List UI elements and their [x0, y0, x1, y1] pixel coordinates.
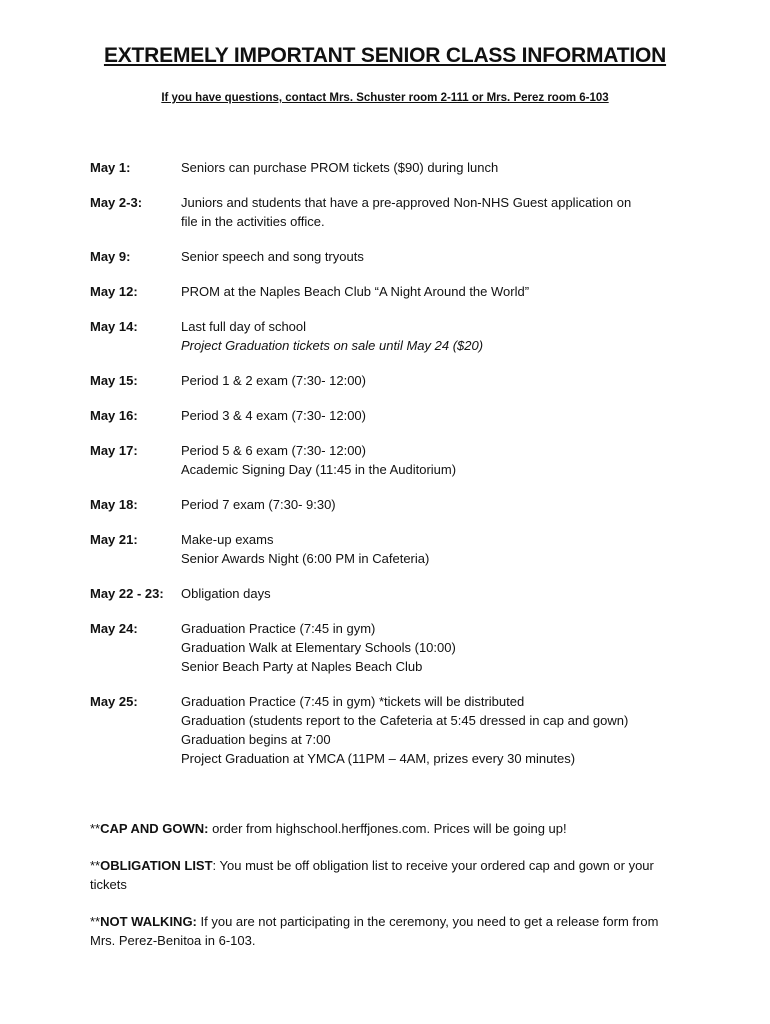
schedule-detail-line: Period 1 & 2 exam (7:30- 12:00)	[181, 373, 366, 388]
schedule-details	[181, 282, 690, 301]
schedule-date: May 12:	[90, 284, 138, 299]
schedule-detail-line: Academic Signing Day (11:45 in the Auditorium)	[181, 462, 457, 477]
note-prefix: **	[90, 858, 101, 873]
schedule-details	[181, 406, 690, 425]
schedule-detail-line: Period 5 & 6 exam (7:30- 12:00)	[181, 443, 366, 458]
schedule-detail-line: Juniors and students that have a pre-approved Non-NHS Guest application on	[181, 195, 632, 210]
schedule-date: May 22 - 23:	[90, 586, 164, 601]
note-prefix: **	[90, 821, 101, 836]
schedule-detail-line: Senior Beach Party at Naples Beach Club	[181, 659, 423, 674]
schedule-detail-line: Graduation (students report to the Cafeteria at 5:45 dressed in cap and gown)	[181, 713, 629, 728]
notes-section	[90, 819, 680, 968]
schedule-row	[90, 692, 690, 768]
note-paragraph	[90, 912, 680, 950]
schedule-detail-line: Senior Awards Night (6:00 PM in Cafeteria)	[181, 551, 430, 566]
schedule-detail-italic-line: Project Graduation tickets on sale until May 24 ($20)	[181, 338, 484, 353]
schedule-detail-line: Project Graduation at YMCA (11PM – 4AM, prizes every 30 minutes)	[181, 751, 576, 766]
note-label: OBLIGATION LIST	[100, 858, 213, 873]
schedule-details	[181, 584, 690, 603]
schedule-details	[181, 247, 690, 266]
schedule-row	[90, 530, 690, 568]
schedule-row	[90, 247, 690, 266]
schedule-details	[181, 441, 690, 479]
schedule-date: May 17:	[90, 443, 138, 458]
schedule-detail-line: file in the activities office.	[181, 214, 325, 229]
schedule-details	[181, 193, 690, 231]
schedule-detail-line: Graduation Practice (7:45 in gym)	[181, 621, 376, 636]
schedule-row	[90, 317, 690, 355]
schedule-detail-line: Graduation Walk at Elementary Schools (10:00)	[181, 640, 456, 655]
schedule-row	[90, 406, 690, 425]
note-label: NOT WALKING:	[100, 914, 197, 929]
schedule-details	[181, 371, 690, 390]
schedule-details	[181, 317, 690, 355]
schedule-detail-line: Obligation days	[181, 586, 271, 601]
schedule-row	[90, 158, 690, 177]
schedule-details	[181, 530, 690, 568]
row-gap	[90, 266, 690, 282]
schedule-details	[181, 619, 690, 676]
schedule-detail-line: Senior speech and song tryouts	[181, 249, 364, 264]
schedule-date: May 25:	[90, 694, 138, 709]
schedule-date: May 24:	[90, 621, 138, 636]
schedule-date: May 14:	[90, 319, 138, 334]
schedule-details	[181, 495, 690, 514]
schedule-row	[90, 584, 690, 603]
note-text: : You must be off obligation list to receive your ordered cap and gown or your tickets	[90, 858, 654, 892]
schedule-date: May 21:	[90, 532, 138, 547]
row-gap	[90, 676, 690, 692]
page-title: EXTREMELY IMPORTANT SENIOR CLASS INFORMATION	[103, 44, 667, 67]
schedule-row	[90, 495, 690, 514]
schedule-date: May 15:	[90, 373, 138, 388]
schedule-detail-line: Period 7 exam (7:30- 9:30)	[181, 497, 336, 512]
schedule-detail-line: Graduation Practice (7:45 in gym) *tickets will be distributed	[181, 694, 525, 709]
schedule-date: May 18:	[90, 497, 138, 512]
row-gap	[90, 301, 690, 317]
schedule-detail-line: PROM at the Naples Beach Club “A Night Around the World”	[181, 284, 530, 299]
schedule-list	[90, 158, 690, 768]
schedule-row	[90, 193, 690, 231]
schedule-row	[90, 619, 690, 676]
contact-subtitle: If you have questions, contact Mrs. Schuster room 2-111 or Mrs. Perez room 6-103	[161, 92, 609, 104]
row-gap	[90, 177, 690, 193]
schedule-detail-line: Graduation begins at 7:00	[181, 732, 331, 747]
note-prefix: **	[90, 914, 101, 929]
row-gap	[90, 479, 690, 495]
note-label: CAP AND GOWN:	[100, 821, 209, 836]
schedule-date: May 9:	[90, 249, 131, 264]
schedule-details	[181, 158, 690, 177]
row-gap	[90, 425, 690, 441]
note-paragraph	[90, 819, 680, 838]
note-paragraph	[90, 856, 680, 894]
schedule-detail-line: Make-up exams	[181, 532, 274, 547]
schedule-detail-line: Last full day of school	[181, 319, 307, 334]
row-gap	[90, 390, 690, 406]
schedule-detail-line: Seniors can purchase PROM tickets ($90) during lunch	[181, 160, 499, 175]
note-text: If you are not participating in the ceremony, you need to get a release form from Mrs. Perez-Benitoa in 6-103.	[90, 914, 659, 948]
note-text: order from highschool.herffjones.com. Prices will be going up!	[208, 821, 567, 836]
schedule-date: May 1:	[90, 160, 131, 175]
row-gap	[90, 603, 690, 619]
schedule-row	[90, 441, 690, 479]
schedule-details	[181, 692, 690, 768]
schedule-row	[90, 282, 690, 301]
schedule-detail-line: Period 3 & 4 exam (7:30- 12:00)	[181, 408, 366, 423]
row-gap	[90, 514, 690, 530]
schedule-row	[90, 371, 690, 390]
schedule-date: May 2-3:	[90, 195, 143, 210]
schedule-date: May 16:	[90, 408, 138, 423]
row-gap	[90, 231, 690, 247]
row-gap	[90, 355, 690, 371]
row-gap	[90, 568, 690, 584]
